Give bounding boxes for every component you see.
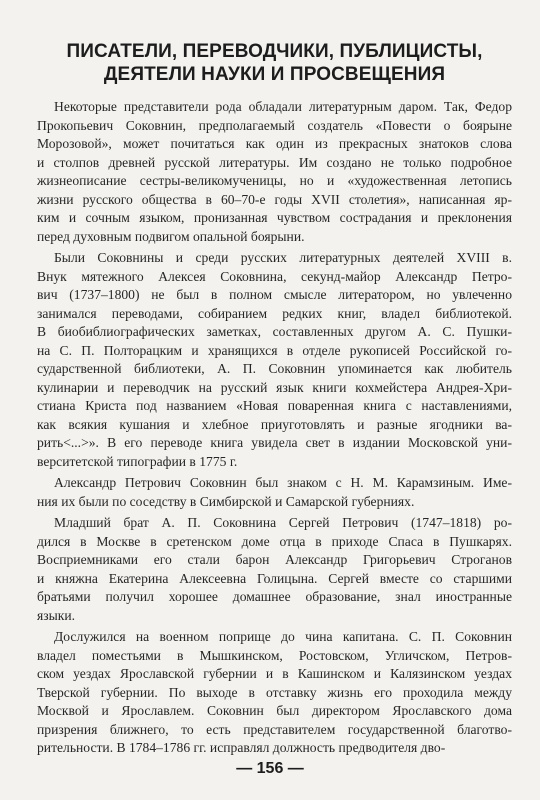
text-line: стиана Криста под названием «Новая поваренная книга с наставлениями, <box>37 398 512 413</box>
text-line: рительности. В 1784–1786 гг. исправлял должность предводителя дво- <box>37 740 446 755</box>
text-line: Некоторые представители рода обладали литературным даром. Так, Федор <box>54 99 512 114</box>
text-line: Прокопьевич Соковнин, предполагаемый создатель «Повести о боярыне <box>37 117 512 133</box>
text-line: Дослужился на военном поприще до чина капитана. С. П. Соковнин <box>54 629 512 644</box>
paragraph <box>37 98 512 246</box>
text-line: дился в Москве в сретенском доме отца в приходе Спаса в Пушкарях. <box>37 533 512 549</box>
text-line: жизни русского общества в 60–70-е годы XVII столетия», написанная яр- <box>37 191 512 207</box>
paragraph <box>37 628 512 758</box>
text-line: вич (1737–1800) не был в полном смысле литератором, но увлеченно <box>37 287 512 302</box>
text-line: Александр Петрович Соковнин был знаком с Н. М. Карамзиным. Имe- <box>54 475 512 490</box>
text-line: рить<...>». В его переводе книга увидела свет в издании Московской уни- <box>37 435 512 450</box>
text-line: ким и сочным языком, пронизанная чувством сострадания и преклонения <box>37 210 512 225</box>
paragraph <box>37 249 512 471</box>
text-line: братьями получил хорошее домашнее образование, знал иностранные <box>37 589 512 604</box>
text-line: Внук мятежного Алексея Соковнина, секунд-майор Александр Петро- <box>37 268 512 284</box>
text-line: кулинарии и переводчик на русский язык книги кохмейстера Андрея-Хри- <box>37 379 512 395</box>
body-text <box>37 98 512 758</box>
text-line: и княжна Екатерина Алексеевна Голицына. Сергей вместе со старшими <box>37 570 512 586</box>
text-line: Тверской губернии. По выходе в отставку жизнь его проходила между <box>37 684 512 700</box>
text-line: перед духовным подвигом опальной боярыни. <box>37 228 305 244</box>
text-line: Восприемниками его стали барон Александр Григорьевич Строганов <box>37 552 512 567</box>
text-line: жизнеописание сестры-великомученицы, но и «художественная летопись <box>37 173 512 188</box>
heading-line-1: ПИСАТЕЛИ, ПЕРЕВОДЧИКИ, ПУБЛИЦИСТЫ, <box>66 41 483 62</box>
text-line: ском уездах Ярославской губернии и в Кашинском и Калязинском уездах <box>37 666 512 681</box>
page-number: — 156 — <box>236 760 304 777</box>
text-line: ния их были по соседству в Симбирской и Самарской губерниях. <box>37 493 415 509</box>
section-heading <box>37 40 512 86</box>
text-line: Младший брат А. П. Соковнина Сергей Петрович (1747–1818) ро- <box>54 515 512 530</box>
text-line: Москвой и Ярославлем. Соковнин был директором Ярославского дома <box>37 703 512 718</box>
text-line: и столпов древней русской литературы. Им создано не только подробное <box>37 154 512 170</box>
text-line: сударственной библиотеки, А. П. Соковнин упоминается как любитель <box>37 361 512 376</box>
text-line: Морозовой», может почитаться как один из прекрасных знатоков слова <box>37 136 512 151</box>
text-line: В биобиблиографических заметках, составленных другом А. С. Пушки- <box>37 324 512 339</box>
text-line: призрения ближнего, то есть представителем государственной благотво- <box>37 721 512 737</box>
paragraph <box>37 514 512 625</box>
text-line: Были Соковнины и среди русских литературных деятелей XVIII в. <box>54 250 512 265</box>
text-line: на С. П. Полторацким и хранящихся в отделе рукописей Российской го- <box>37 342 512 358</box>
text-line: как всякия кушания и хлебное приуготовлять и разные ягодники ва- <box>37 416 512 432</box>
paragraph <box>37 474 512 511</box>
text-line: верситетской типографии в 1775 г. <box>37 453 238 469</box>
text-line: занимался переводами, собиранием редких книг, владел библиотекой. <box>37 305 512 321</box>
text-line: владел поместьями в Мышкинском, Ростовском, Угличском, Петров- <box>37 647 512 663</box>
text-line: языки. <box>37 607 76 623</box>
heading-line-2: ДЕЯТЕЛИ НАУКИ И ПРОСВЕЩЕНИЯ <box>103 64 446 85</box>
